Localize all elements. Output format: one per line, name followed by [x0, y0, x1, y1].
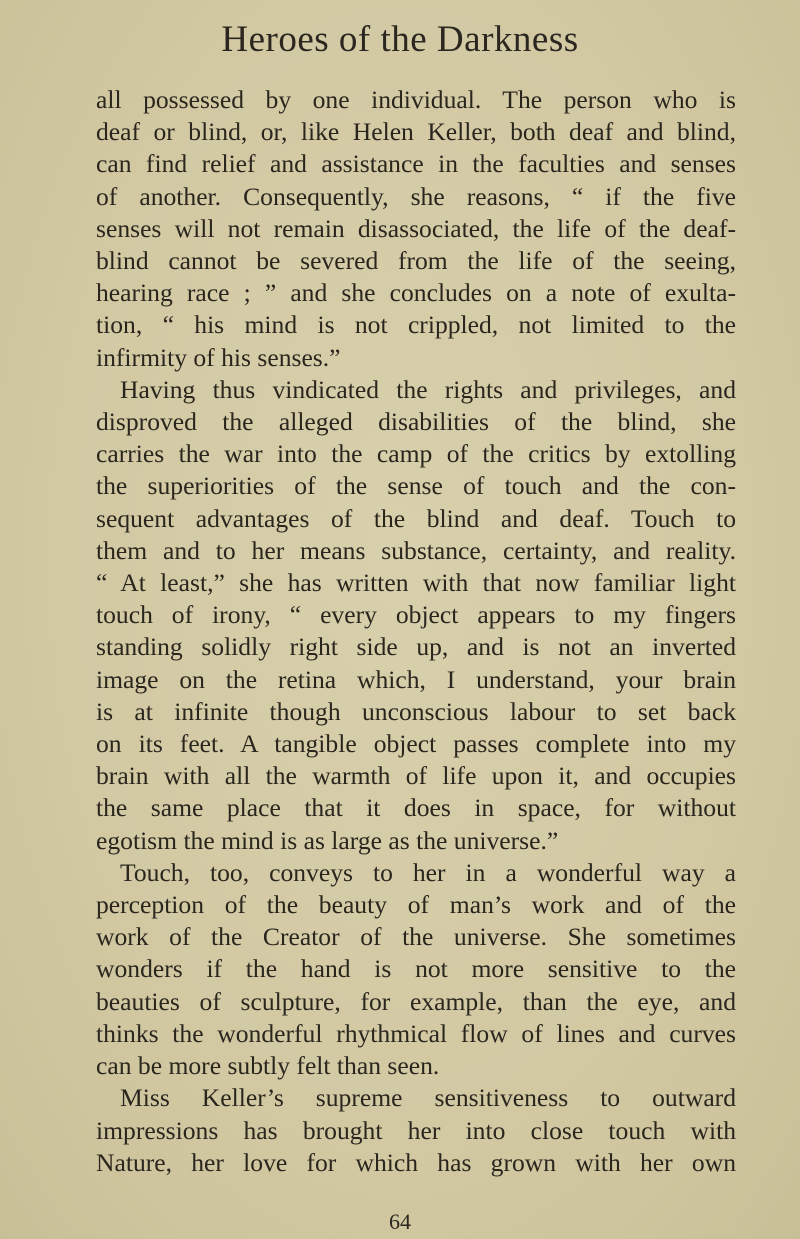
- text-line: all possessed by one individual. The person who is: [96, 85, 736, 114]
- page-number: 64: [389, 1209, 411, 1234]
- text-line: touch of irony, “ every object appears to my fingers: [96, 600, 736, 630]
- text-line: beauties of sculpture, for example, than the eye, and: [96, 986, 736, 1016]
- text-line: the superiorities of the sense of touch and the con-: [96, 471, 736, 501]
- text-line: senses will not remain disassociated, the life of the deaf-: [96, 213, 736, 243]
- text-line: blind cannot be severed from the life of the seeing,: [96, 246, 736, 276]
- text-line: deaf or blind, or, like Helen Keller, both deaf and blind,: [96, 117, 736, 147]
- text-line: perception of the beauty of man’s work and of the: [96, 890, 736, 920]
- text-line: brain with all the warmth of life upon it, and occupies: [96, 761, 736, 791]
- text-line: Touch, too, conveys to her in a wonderful way a: [120, 857, 736, 887]
- running-head: Heroes of the Darkness: [221, 19, 579, 60]
- text-line: wonders if the hand is not more sensitive to the: [96, 954, 736, 984]
- text-line: hearing race ; ” and she concludes on a note of exulta-: [96, 278, 736, 308]
- text-line: the same place that it does in space, for without: [96, 793, 736, 823]
- text-line: impressions has brought her into close touch with: [96, 1115, 736, 1145]
- text-line: Miss Keller’s supreme sensitiveness to outward: [120, 1083, 736, 1113]
- text-line: Nature, her love for which has grown with her own: [96, 1147, 736, 1177]
- text-line: carries the war into the camp of the critics by extolling: [96, 439, 736, 469]
- body-text: [96, 84, 736, 1179]
- text-line: disproved the alleged disabilities of the blind, she: [96, 407, 736, 437]
- text-line: standing solidly right side up, and is not an inverted: [96, 632, 736, 662]
- text-line: Having thus vindicated the rights and privileges, and: [120, 374, 736, 404]
- paragraph: [96, 857, 736, 1082]
- text-line: can be more subtly felt than seen.: [96, 1051, 440, 1081]
- paragraph: [96, 84, 736, 374]
- text-line: infirmity of his senses.”: [96, 342, 341, 372]
- text-line: work of the Creator of the universe. She sometimes: [96, 922, 736, 952]
- text-line: them and to her means substance, certainty, and reality.: [96, 535, 736, 565]
- paragraph: [96, 374, 736, 857]
- text-line: thinks the wonderful rhythmical flow of lines and curves: [96, 1018, 736, 1048]
- text-line: image on the retina which, I understand, your brain: [96, 664, 736, 694]
- paragraph: [96, 1082, 736, 1179]
- text-line: tion, “ his mind is not crippled, not limited to the: [96, 310, 736, 340]
- text-line: “ At least,” she has written with that now familiar light: [96, 568, 736, 598]
- text-line: can find relief and assistance in the faculties and senses: [96, 149, 736, 179]
- text-line: of another. Consequently, she reasons, “ if the five: [96, 181, 736, 211]
- text-line: sequent advantages of the blind and deaf. Touch to: [96, 503, 736, 533]
- text-line: on its feet. A tangible object passes complete into my: [96, 729, 736, 759]
- text-line: egotism the mind is as large as the universe.”: [96, 825, 559, 855]
- text-line: is at infinite though unconscious labour to set back: [96, 696, 736, 726]
